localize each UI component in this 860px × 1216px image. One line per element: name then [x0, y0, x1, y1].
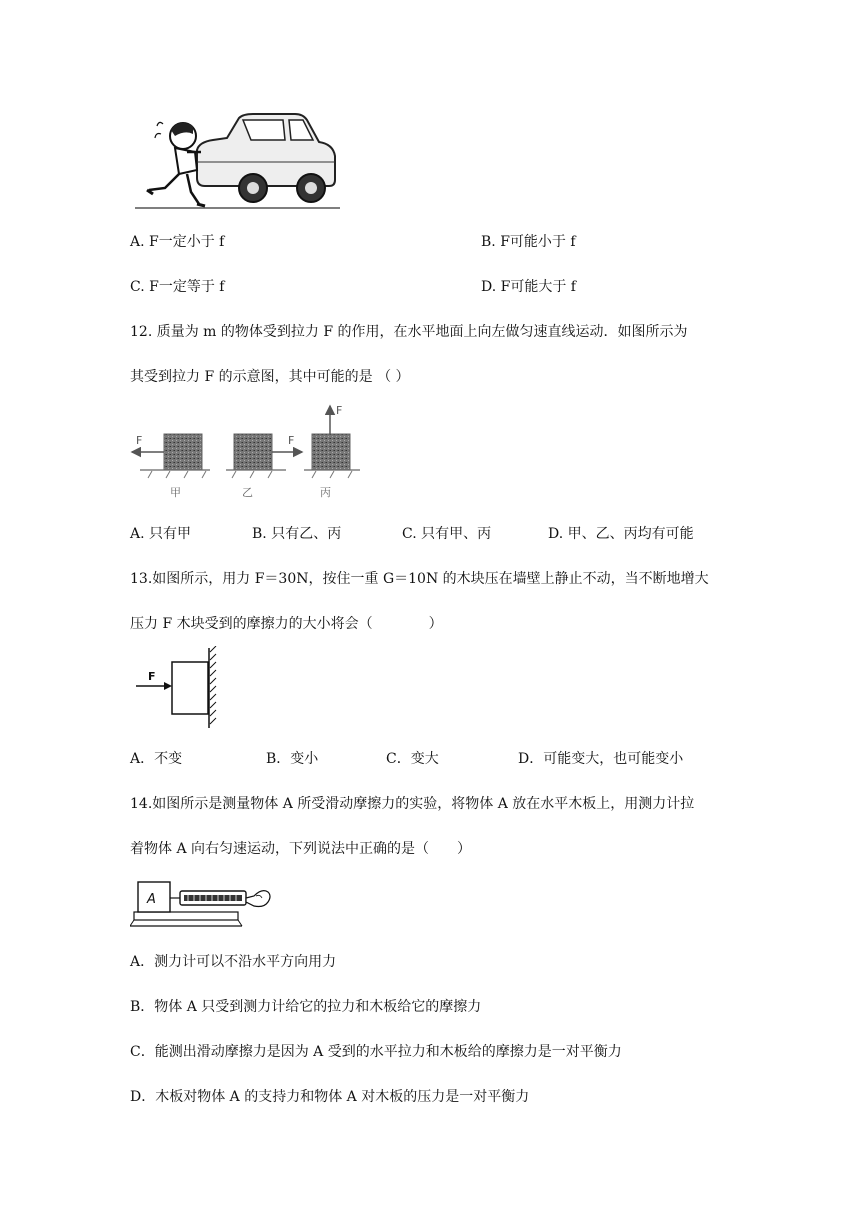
q12-label-bing: 丙: [320, 486, 331, 499]
q13-option-c: C．变大: [386, 751, 439, 767]
q12-stem-line2: 其受到拉力 F 的示意图，其中可能的是 （ ）: [130, 369, 410, 385]
q14-stem-line1: 14.如图所示是测量物体 A 所受滑动摩擦力的实验，将物体 A 放在水平木板上，用测力计拉: [130, 796, 695, 812]
q14-stem-line2: 着物体 A 向右匀速运动，下列说法中正确的是（ ）: [130, 841, 472, 857]
q12-label-yi: 乙: [242, 486, 253, 499]
q13-option-b: B．变小: [266, 751, 319, 767]
car-push-figure: [135, 108, 345, 214]
q12-label-jia: 甲: [170, 486, 181, 499]
q11-option-a: A. F一定小于 f: [130, 234, 225, 250]
q12-force-label-2: F: [288, 434, 295, 447]
q14-option-d: D．木板对物体 A 的支持力和物体 A 对木板的压力是一对平衡力: [130, 1089, 530, 1105]
q14-block-label: A: [147, 892, 156, 907]
q14-option-b: B．物体 A 只受到测力计给它的拉力和木板给它的摩擦力: [130, 999, 482, 1015]
q14-figure: [130, 876, 272, 928]
q14-option-a: A．测力计可以不沿水平方向用力: [130, 954, 337, 970]
q13-option-d: D．可能变大，也可能变小: [518, 751, 684, 767]
q12-force-label-1: F: [136, 434, 143, 447]
q12-stem-line1: 12. 质量为 m 的物体受到拉力 F 的作用，在水平地面上向左做匀速直线运动．如图所示为: [130, 324, 688, 340]
q11-option-c: C. F一定等于 f: [130, 279, 225, 295]
q11-option-b: B. F可能小于 f: [481, 234, 576, 250]
q13-figure: [134, 646, 224, 732]
q12-option-b: B. 只有乙、丙: [252, 526, 342, 542]
q13-stem-line1: 13.如图所示，用力 F＝30N，按住一重 G＝10N 的木块压在墙壁上静止不动，当不断地增大: [130, 571, 709, 587]
q14-option-c: C．能测出滑动摩擦力是因为 A 受到的水平拉力和木板给的摩擦力是一对平衡力: [130, 1044, 622, 1060]
q12-force-label-3: F: [336, 404, 343, 417]
q12-option-a: A. 只有甲: [130, 526, 192, 542]
q13-option-a: A．不变: [130, 751, 183, 767]
q12-option-d: D. 甲、乙、丙均有可能: [548, 526, 694, 542]
q12-figure: [130, 402, 370, 500]
q11-option-d: D. F可能大于 f: [481, 279, 576, 295]
q12-option-c: C. 只有甲、丙: [402, 526, 492, 542]
q13-force-label: F: [148, 670, 156, 683]
q13-stem-line2: 压力 F 木块受到的摩擦力的大小将会（ ）: [130, 616, 443, 632]
